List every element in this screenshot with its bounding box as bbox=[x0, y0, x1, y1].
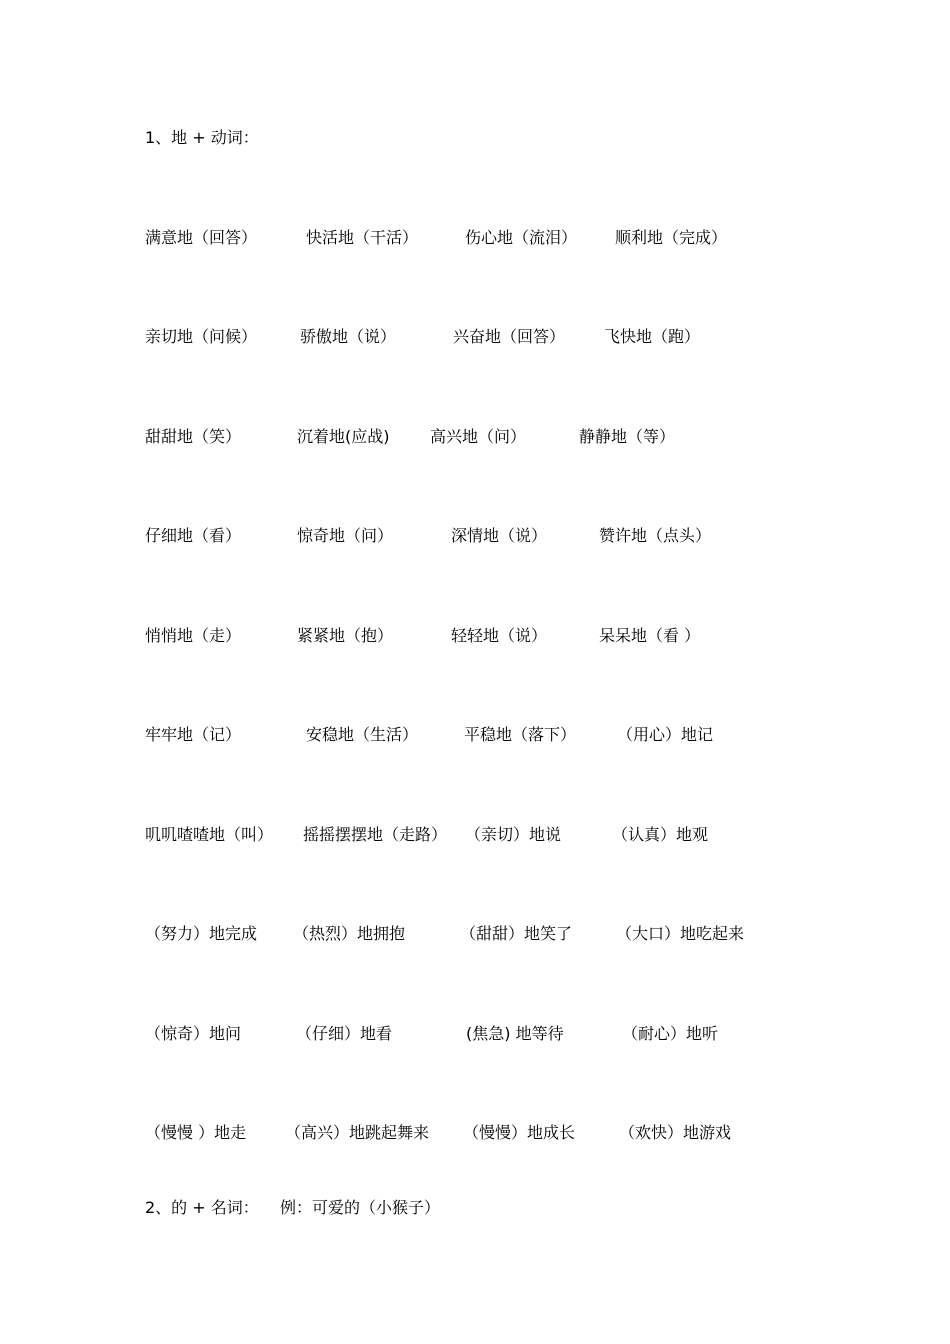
phrase: （用心）地记 bbox=[617, 725, 714, 744]
phrase: （高兴）地跳起舞来 bbox=[285, 1123, 430, 1142]
section-2-heading: 2、的 + 名词： bbox=[145, 1198, 259, 1217]
phrase: 安稳地（生活） bbox=[306, 725, 419, 744]
phrase: 紧紧地（抱） bbox=[297, 626, 394, 645]
phrase: 伤心地（流泪） bbox=[465, 228, 578, 247]
phrase: 飞快地（跑） bbox=[604, 327, 701, 346]
phrase: （惊奇）地问 bbox=[145, 1024, 242, 1043]
phrase: 悄悄地（走） bbox=[145, 626, 242, 645]
phrase: 摇摇摆摆地（走路） bbox=[303, 825, 448, 844]
phrase: 沉着地(应战) bbox=[297, 427, 390, 446]
phrase: （耐心）地听 bbox=[622, 1024, 719, 1043]
phrase: （欢快）地游戏 bbox=[619, 1123, 732, 1142]
phrase: 轻轻地（说） bbox=[451, 626, 548, 645]
phrase: （甜甜）地笑了 bbox=[460, 924, 573, 943]
phrase: 骄傲地（说） bbox=[300, 327, 397, 346]
phrase: 高兴地（问） bbox=[430, 427, 527, 446]
phrase: （努力）地完成 bbox=[145, 924, 258, 943]
phrase: （慢慢）地成长 bbox=[463, 1123, 576, 1142]
phrase: 牢牢地（记） bbox=[145, 725, 242, 744]
phrase: （慢慢 ）地走 bbox=[145, 1123, 247, 1142]
phrase: （大口）地吃起来 bbox=[616, 924, 745, 943]
phrase: 静静地（等） bbox=[579, 427, 676, 446]
section-1-heading: 1、地 + 动词： bbox=[145, 128, 259, 147]
phrase: 深情地（说） bbox=[451, 526, 548, 545]
phrase: 叽叽喳喳地（叫） bbox=[145, 825, 274, 844]
phrase: 亲切地（问候） bbox=[145, 327, 258, 346]
phrase: 甜甜地（笑） bbox=[145, 427, 242, 446]
phrase: 仔细地（看） bbox=[145, 526, 242, 545]
phrase: 满意地（回答） bbox=[145, 228, 258, 247]
phrase: 顺利地（完成） bbox=[615, 228, 728, 247]
phrase: 惊奇地（问） bbox=[297, 526, 394, 545]
phrase: （认真）地观 bbox=[612, 825, 709, 844]
phrase: 呆呆地（看 ） bbox=[599, 626, 701, 645]
phrase: 平稳地（落下） bbox=[464, 725, 577, 744]
phrase: (焦急) 地等待 bbox=[466, 1024, 564, 1043]
phrase: （亲切）地说 bbox=[465, 825, 562, 844]
phrase: 快活地（干活） bbox=[306, 228, 419, 247]
phrase: （热烈）地拥抱 bbox=[293, 924, 406, 943]
phrase: 赞许地（点头） bbox=[599, 526, 712, 545]
phrase: （仔细）地看 bbox=[296, 1024, 393, 1043]
section-2-example: 例：可爱的（小猴子） bbox=[280, 1198, 441, 1217]
phrase: 兴奋地（回答） bbox=[453, 327, 566, 346]
